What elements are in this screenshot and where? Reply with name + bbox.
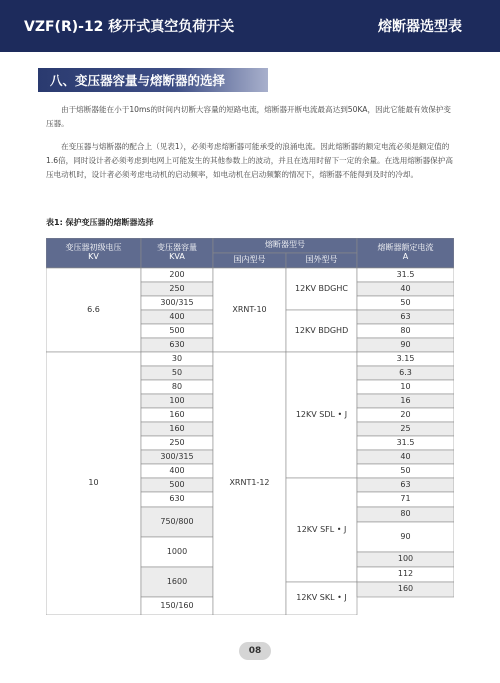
rated-value: 6.3: [399, 367, 412, 377]
capacity-value: 250: [169, 283, 185, 293]
rated-value: 16: [400, 395, 411, 405]
rated-value: 31.5: [396, 269, 415, 279]
foreign-value: 12KV BDGHD: [294, 325, 349, 335]
header-voltage: [46, 238, 141, 268]
header-rated-line: 熔断器额定电流: [377, 243, 434, 253]
capacity-value: 150/160: [160, 600, 194, 610]
header-domestic: 国内型号: [233, 255, 266, 265]
capacity-value: 100: [169, 395, 185, 405]
rated-value: 50: [400, 297, 411, 307]
rated-value: 80: [400, 509, 411, 519]
capacity-value: 630: [169, 494, 185, 504]
capacity-value: 1000: [166, 546, 188, 556]
capacity-value: 500: [169, 479, 185, 489]
capacity-value: 750/800: [160, 516, 194, 526]
domestic-value: XRNT-10: [232, 304, 267, 314]
section-title: 八、变压器容量与熔断器的选择: [50, 73, 226, 88]
rated-value: 90: [400, 339, 411, 349]
foreign-value: 12KV SDL • J: [295, 409, 348, 419]
paragraph-2: 在变压器与熔断器的配合上（见表1），必须考虑熔断器可能承受的浪涌电流。因此熔断器的额定电流必须是额定值的1.6倍，同时设计者必须考虑到电网上可能发生的其他参数上的波动，并且在选用时留下一定的余量。在选用熔断器保护高压电动机时，设计者必须考虑电动机的启动频率，如电动机在启动频繁的情况下，熔断器不能得到及时的冷却。: [46, 142, 453, 179]
rated-value: 100: [397, 554, 414, 564]
rated-value: 40: [400, 283, 411, 293]
product-title: VZF(R)-12 移开式真空负荷开关: [24, 19, 235, 35]
voltage-value: 10: [88, 478, 99, 488]
page-header: [0, 0, 500, 52]
rated-value: 160: [397, 584, 414, 594]
table-title: 表1: 保护变压器的熔断器选择: [46, 218, 154, 227]
foreign-value: 12KV SKL • J: [296, 593, 347, 603]
rated-value: 10: [400, 381, 411, 391]
domestic-value: XRNT1-12: [229, 478, 270, 488]
rated-value: 112: [397, 569, 414, 579]
foreign-value: 12KV BDGHC: [295, 283, 348, 293]
rated-value: 40: [400, 451, 411, 461]
header-capacity-line: 变压器容量: [157, 243, 197, 253]
rated-value: 25: [400, 423, 411, 433]
capacity-value: 400: [169, 311, 185, 321]
rated-value: 3.15: [396, 353, 415, 363]
rated-value: 71: [400, 494, 411, 504]
capacity-value: 400: [169, 465, 185, 475]
capacity-value: 300/315: [160, 297, 194, 307]
rated-value: 63: [400, 479, 411, 489]
capacity-value: 80: [171, 381, 183, 391]
capacity-value: 250: [169, 437, 185, 447]
rated-value: 63: [400, 311, 411, 321]
capacity-value: 30: [171, 353, 183, 363]
header-foreign: 国外型号: [305, 255, 338, 265]
capacity-value: 1600: [166, 576, 188, 586]
rated-value: 90: [400, 531, 411, 541]
foreign-value: 12KV SFL • J: [296, 524, 347, 534]
capacity-value: 50: [171, 367, 183, 377]
header-fuse-model: 熔断器型号: [265, 240, 305, 250]
rated-value: 50: [400, 465, 411, 475]
capacity-value: 500: [169, 325, 185, 335]
rated-value: 20: [400, 409, 411, 419]
header-voltage-line: 变压器初级电压: [65, 243, 122, 253]
header-capacity-line: KVA: [169, 252, 185, 261]
capacity-value: 200: [169, 269, 185, 279]
capacity-value: 160: [169, 423, 185, 433]
page-number: 08: [239, 642, 271, 660]
section-heading: [38, 68, 268, 92]
capacity-value: 160: [169, 409, 185, 419]
section-label: 熔断器选型表: [378, 19, 462, 35]
rated-value: 31.5: [396, 437, 415, 447]
header-voltage-line: KV: [88, 252, 99, 261]
fuse-selection-table: [46, 238, 454, 615]
rated-value: 80: [400, 325, 411, 335]
capacity-value: 300/315: [160, 451, 194, 461]
voltage-value: 6.6: [87, 304, 100, 314]
capacity-value: 630: [169, 339, 185, 349]
header-capacity: [141, 238, 213, 268]
header-rated: [357, 238, 454, 268]
paragraph-1: 由于熔断器能在小于10ms的时间内切断大容量的短路电流，熔断器开断电流最高达到50KA，因此它能最有效保护变压器。: [46, 105, 452, 128]
header-rated-line: A: [402, 252, 409, 261]
